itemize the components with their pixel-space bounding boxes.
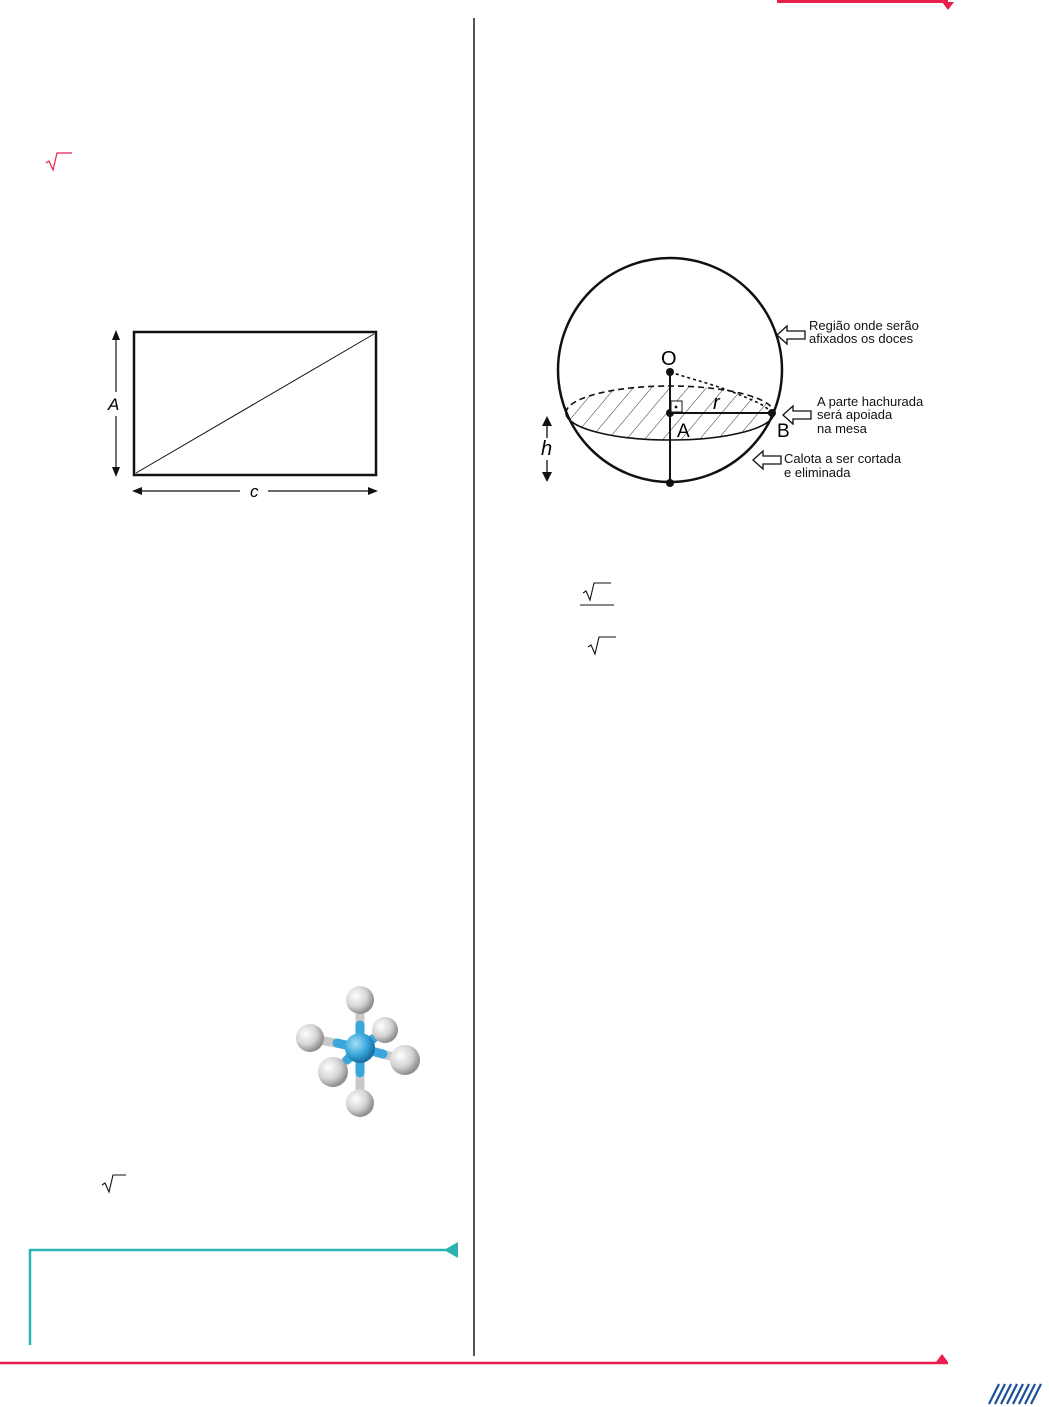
center-label: O [661,348,677,370]
square-root-icon [586,634,618,658]
point-b-label: B [777,421,790,442]
octahedral-molecule-icon [285,980,435,1125]
stripes-logo [985,1383,1045,1405]
point-a-label: A [677,421,690,442]
bottom-rule [0,1352,952,1368]
callout-surface-line1: Região onde serão [809,318,919,333]
teal-box-frame [26,1240,466,1350]
diagonal [136,334,374,473]
sphere-figure [525,255,945,505]
square-root-icon [44,150,74,174]
triangle-marker-icon [942,2,954,10]
radius-label: r [713,392,720,414]
triangle-marker-icon [444,1242,458,1258]
width-label: c [250,482,259,501]
top-rule [770,0,955,14]
square-root-icon [100,1172,130,1196]
height-label: h [541,438,553,460]
callout-surface-line2: afixados os doces [809,331,914,346]
column-divider [473,18,475,1356]
callout-base-line3: na mesa [817,421,867,436]
callout-cap-line2: e eliminada [784,465,851,480]
callout-cap-line1: Calota a ser cortada [784,451,902,466]
callout-base-line1: A parte hachurada [817,394,924,409]
triangle-marker-icon [936,1354,948,1362]
callout-base-line2: será apoiada [817,407,893,422]
square-root-fraction-icon [577,580,617,610]
rectangle-figure [100,320,390,505]
height-label: A [108,395,120,414]
